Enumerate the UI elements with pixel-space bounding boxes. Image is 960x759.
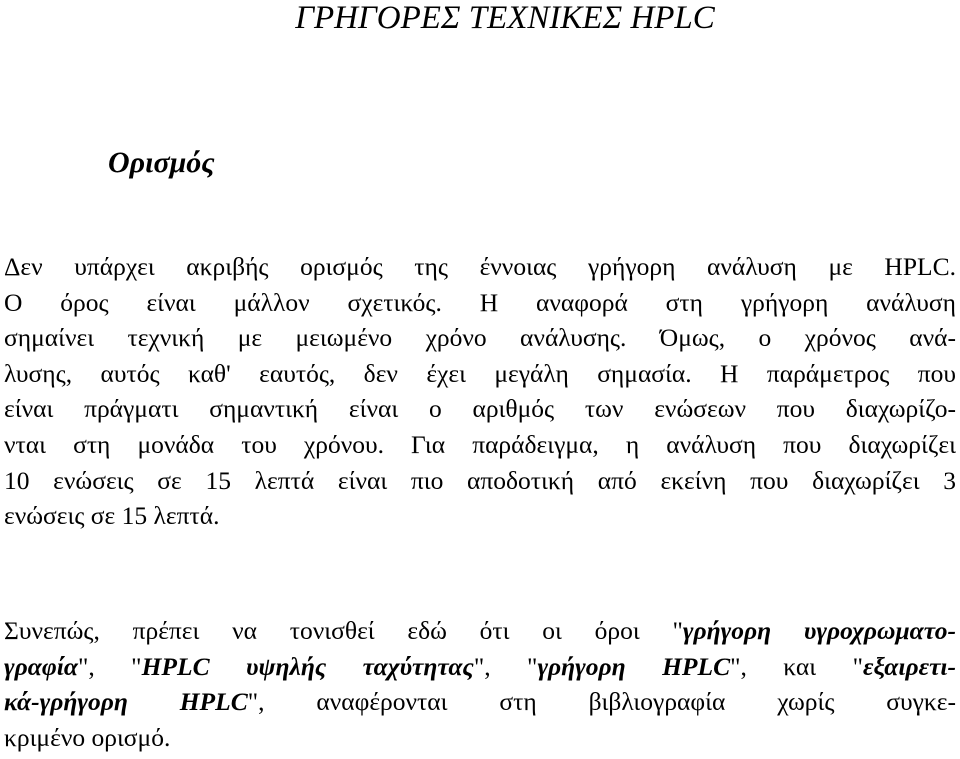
paragraph-line: νται στη μονάδα του χρόνου. Για παράδειγμα, η ανάλυση που διαχωρίζει <box>4 429 956 459</box>
term-fast-hplc: γρήγορη HPLC <box>537 651 731 681</box>
paragraph-line: Ο όρος είναι μάλλον σχετικός. Η αναφορά στη γρήγορη ανάλυση <box>4 287 956 317</box>
paragraph-line: λυσης, αυτός καθ' εαυτός, δεν έχει μεγάλη σημασία. Η παράμετρος που <box>4 358 956 388</box>
paragraph-line: σημαίνει τεχνική με μειωμένο χρόνο ανάλυσης. Όμως, ο χρόνος ανά- <box>4 323 956 353</box>
term-high-speed-hplc: HPLC υψηλής ταχύτητας <box>141 651 474 681</box>
paragraph-line <box>4 649 956 685</box>
term-ultra-fast-hplc: εξαιρετι- <box>863 651 956 681</box>
text-run: ", " <box>77 651 142 681</box>
text-run: Συνεπώς, πρέπει να τονισθεί εδώ ότι οι όροι " <box>4 616 683 645</box>
text-run: ", και " <box>730 651 863 681</box>
term-ultra-fast-hplc-end: κά-γρήγορη HPLC <box>4 687 248 717</box>
paragraph-line <box>4 613 956 649</box>
paragraph-line <box>4 684 956 720</box>
term-fast-lc: γρήγορη υγροχρωματο- <box>682 616 956 645</box>
paragraph-line: ενώσεις σε 15 λεπτά. <box>4 501 220 531</box>
paragraph-definition <box>4 249 956 534</box>
paragraph-line: Δεν υπάρχει ακριβής ορισμός της έννοιας γρήγορη ανάλυση με HPLC. <box>4 252 956 281</box>
section-heading: Ορισμός <box>108 146 215 179</box>
text-run: ", " <box>473 651 538 681</box>
paragraph-terms <box>4 613 956 755</box>
paragraph-line: κριμένο ορισμό. <box>4 722 171 752</box>
paragraph-line: 10 ενώσεις σε 15 λεπτά είναι πιο αποδοτική από εκείνη που διαχωρίζει 3 <box>4 465 956 495</box>
document-title: ΓΡΗΓΟΡΕΣ ΤΕΧΝΙΚΕΣ HPLC <box>295 0 715 36</box>
paragraph-line: είναι πράγματι σημαντική είναι ο αριθμός των ενώσεων που διαχωρίζο- <box>4 394 956 424</box>
term-fast-lc-end: γραφία <box>4 651 78 681</box>
text-run: ", αναφέρονται στη βιβλιογραφία χωρίς συγκε- <box>247 687 956 717</box>
